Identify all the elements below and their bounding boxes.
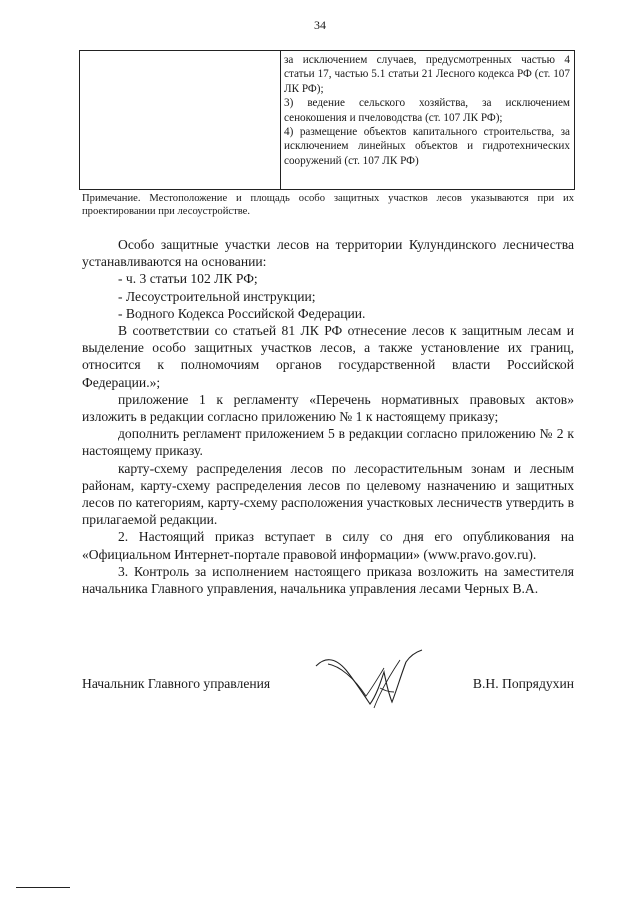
paragraph: В соответствии со статьей 81 ЛК РФ отнесение лесов к защитным лесам и выделение особо защитных участков лесов, а также установление их границ, относится к полномочиям органов государственной власти Российской Федерации.»; <box>82 323 574 390</box>
paragraph: 3. Контроль за исполнением настоящего приказа возложить на заместителя начальника Главного управления, начальника управления лесами Черных В.А. <box>82 563 574 597</box>
signature-block <box>82 676 574 696</box>
list-item: - Лесоустроительной инструкции; <box>118 288 316 304</box>
regulation-table <box>79 50 575 190</box>
table-cell-line: 4) размещение объектов капитального строительства, за исключением линейных объектов и гидротехнических сооружений (ст. 107 ЛК РФ) <box>284 126 570 167</box>
paragraph: Особо защитные участки лесов на территории Кулундинского лесничества устанавливаются на основании: <box>82 237 574 270</box>
table-left-cell <box>80 51 281 189</box>
table-note: Примечание. Местоположение и площадь особо защитных участков лесов указываются при их проектировании при лесоустройстве. <box>82 193 574 217</box>
table-right-cell <box>281 51 574 189</box>
paragraph: дополнить регламент приложением 5 в редакции согласно приложению № 2 к настоящему приказу. <box>82 426 574 459</box>
table-cell-line: 3) ведение сельского хозяйства, за исключением сенокошения и пчеловодства (ст. 107 ЛК РФ); <box>284 97 570 124</box>
document-body <box>82 236 574 597</box>
footer-rule <box>16 887 70 888</box>
signatory-title: Начальник Главного управления <box>82 676 271 691</box>
paragraph: карту-схему распределения лесов по лесорастительным зонам и лесным районам, карту-схему распределения лесов по целевому назначению и защитных лесов по категориям, карту-схему расположения участковых лесничеств утвердить в прилагаемой редакции. <box>82 460 574 528</box>
paragraph: приложение 1 к регламенту «Перечень нормативных правовых актов» изложить в редакции согласно приложению № 1 к настоящему приказу; <box>82 391 574 425</box>
list-item: - ч. 3 статьи 102 ЛК РФ; <box>118 271 258 287</box>
page-number: 34 <box>314 18 326 32</box>
signatory-name: В.Н. Попрядухин <box>472 676 574 691</box>
table-cell-line: за исключением случаев, предусмотренных частью 4 статьи 17, частью 5.1 статьи 21 Лесного кодекса РФ (ст. 107 ЛК РФ); <box>284 54 570 95</box>
paragraph: 2. Настоящий приказ вступает в силу со дня его опубликования на «Официальном Интернет-портале правовой информации» (www.pravo.gov.ru). <box>82 529 574 562</box>
list-item: - Водного Кодекса Российской Федерации. <box>118 305 366 321</box>
